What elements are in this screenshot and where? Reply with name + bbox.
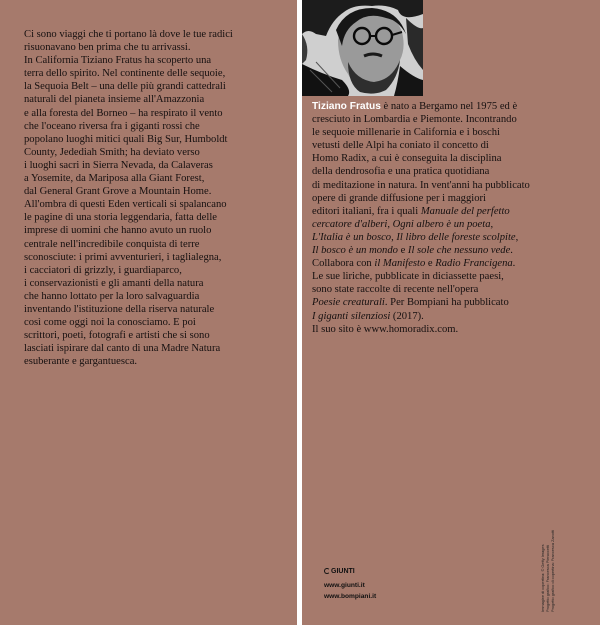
left-flap-text <box>24 28 286 368</box>
text-line: scrittori, poeti, fotografi e artisti che si sono <box>24 330 210 342</box>
book-title: Manuale del perfetto <box>420 205 510 217</box>
text-line: centrale nell'incredibile conquista di terre <box>24 238 200 250</box>
text-line: sconosciute: i primi avventurieri, i taglialegna, <box>24 251 222 263</box>
text-line: della dendrosofia e una pratica quotidiana <box>312 166 490 178</box>
book-title: Ogni albero è un poeta <box>392 218 491 230</box>
book-title: Il libro delle foreste scolpite <box>396 231 516 243</box>
publication-name: Radio Francigena <box>435 258 513 270</box>
text-line: risuonavano ben prima che tu arrivassi. <box>24 42 191 54</box>
text-line: a Yosemite, da Mariposa alla Giant Forest, <box>24 173 205 185</box>
text-line: dal General Grant Grove a Mountain Home. <box>24 186 212 198</box>
text-line <box>312 257 584 270</box>
text-line <box>312 310 584 323</box>
text-line: le sequoie millenarie in California e i boschi <box>312 127 500 139</box>
author-name: Tiziano Fratus <box>312 101 381 112</box>
publisher-name: GIUNTI <box>331 568 355 575</box>
right-flap <box>302 0 600 625</box>
text-segment: e <box>425 258 436 270</box>
publisher-url: www.bompiani.it <box>324 593 377 600</box>
credit-line: Progetto grafico di copertina: Francesca Zanotti <box>550 530 556 612</box>
text-line: All'ombra di questi Eden verticali si spalancano <box>24 199 227 211</box>
text-line: la Sequoia Belt – una delle più grandi cattedrali <box>24 81 226 93</box>
text-segment: . <box>510 245 513 257</box>
book-title: Il bosco è un mondo <box>312 245 398 257</box>
text-line: i luoghi sacri in Sierra Nevada, da Calaveras <box>24 159 213 171</box>
text-line: Homo Radix, a cui è conseguita la disciplina <box>312 153 502 165</box>
text-line <box>312 218 584 231</box>
text-segment: , <box>387 218 393 230</box>
text-line: popolano luoghi mitici quali Big Sur, Humboldt <box>24 133 228 145</box>
text-segment: e <box>397 245 408 257</box>
text-line: lasciati ispirare dal canto di una Madre Natura <box>24 343 221 355</box>
text-segment: , <box>490 218 494 230</box>
text-segment: Collabora con <box>312 258 375 270</box>
text-line: cresciuto in Lombardia e Piemonte. Incontrando <box>312 114 517 126</box>
text-line: i conservazionisti e gli amanti della natura <box>24 277 204 289</box>
book-title: L'Italia è un bosco <box>312 231 392 243</box>
text-line: le pagine di una storia leggendaria, fatta delle <box>24 212 217 224</box>
text-line <box>312 244 584 257</box>
image-credits <box>540 530 556 612</box>
text-line <box>312 205 584 218</box>
text-line: di meditazione in natura. In vent'anni ha pubblicato <box>312 179 530 191</box>
text-line: così come oggi noi la conosciamo. E poi <box>24 317 196 329</box>
text-line <box>312 231 584 244</box>
book-title: Poesie creaturali <box>312 297 385 309</box>
publication-name: il Manifesto <box>374 258 426 270</box>
text-line: Le sue liriche, pubblicate in diciassette paesi, <box>312 271 504 283</box>
text-line: Ci sono viaggi che ti portano là dove le tue radici <box>24 29 233 40</box>
book-title: I giganti silenziosi <box>312 310 391 322</box>
text-line <box>312 100 584 113</box>
text-segment: . <box>512 258 516 270</box>
text-line: Il suo sito è www.homoradix.com. <box>312 323 459 335</box>
author-bio <box>312 100 584 336</box>
text-line: che hanno lottato per la loro salvaguardia <box>24 290 200 302</box>
text-line: inventando l'istituzione della riserva naturale <box>24 303 215 315</box>
text-line: e alla foresta del Borneo – ha respirato il vento <box>24 107 223 119</box>
credit-line: Immagine di copertina: © Getty Images <box>540 544 545 612</box>
text-line: opere di grande diffusione per i maggiori <box>312 192 486 204</box>
text-line: naturali del pianeta insieme all'Amazzonia <box>24 94 205 106</box>
publisher-url: www.giunti.it <box>324 582 365 589</box>
text-segment: è nato a Bergamo nel 1975 ed è <box>380 101 518 112</box>
text-line: terra dello spirito. Nel continente delle sequoie, <box>24 68 226 80</box>
text-segment: . Per Bompiani ha pubblicato <box>384 297 509 309</box>
left-flap <box>0 0 297 625</box>
text-segment: editori italiani, fra i quali <box>312 205 421 217</box>
text-segment: (2017). <box>390 310 424 322</box>
text-line <box>312 296 584 309</box>
text-line: In California Tiziano Fratus ha scoperto una <box>24 55 212 67</box>
text-line: vetusti delle Alpi ha coniato il concetto di <box>312 140 489 152</box>
giunti-logo-icon <box>324 568 330 574</box>
author-portrait <box>302 0 423 96</box>
text-segment: , <box>391 231 397 243</box>
text-line: che l'oceano riversa fra i giganti rossi che <box>24 120 200 132</box>
text-segment: , <box>515 231 519 243</box>
credit-line: Progetto grafico: Francesca Pieruccetti <box>545 544 551 612</box>
publisher-logo <box>324 568 355 575</box>
text-line: sono state raccolte di recente nell'opera <box>312 284 479 296</box>
book-title: cercatore d'alberi <box>312 218 388 230</box>
text-line: esuberante e gargantuesca. <box>24 356 138 368</box>
text-line: imprese di uomini che hanno avuto un ruolo <box>24 225 212 237</box>
text-line: i cacciatori di grizzly, i guardiaparco, <box>24 264 182 276</box>
book-title: Il sole che nessuno vede <box>407 245 511 257</box>
text-line: County, Jedediah Smith; ha deviato verso <box>24 146 200 158</box>
